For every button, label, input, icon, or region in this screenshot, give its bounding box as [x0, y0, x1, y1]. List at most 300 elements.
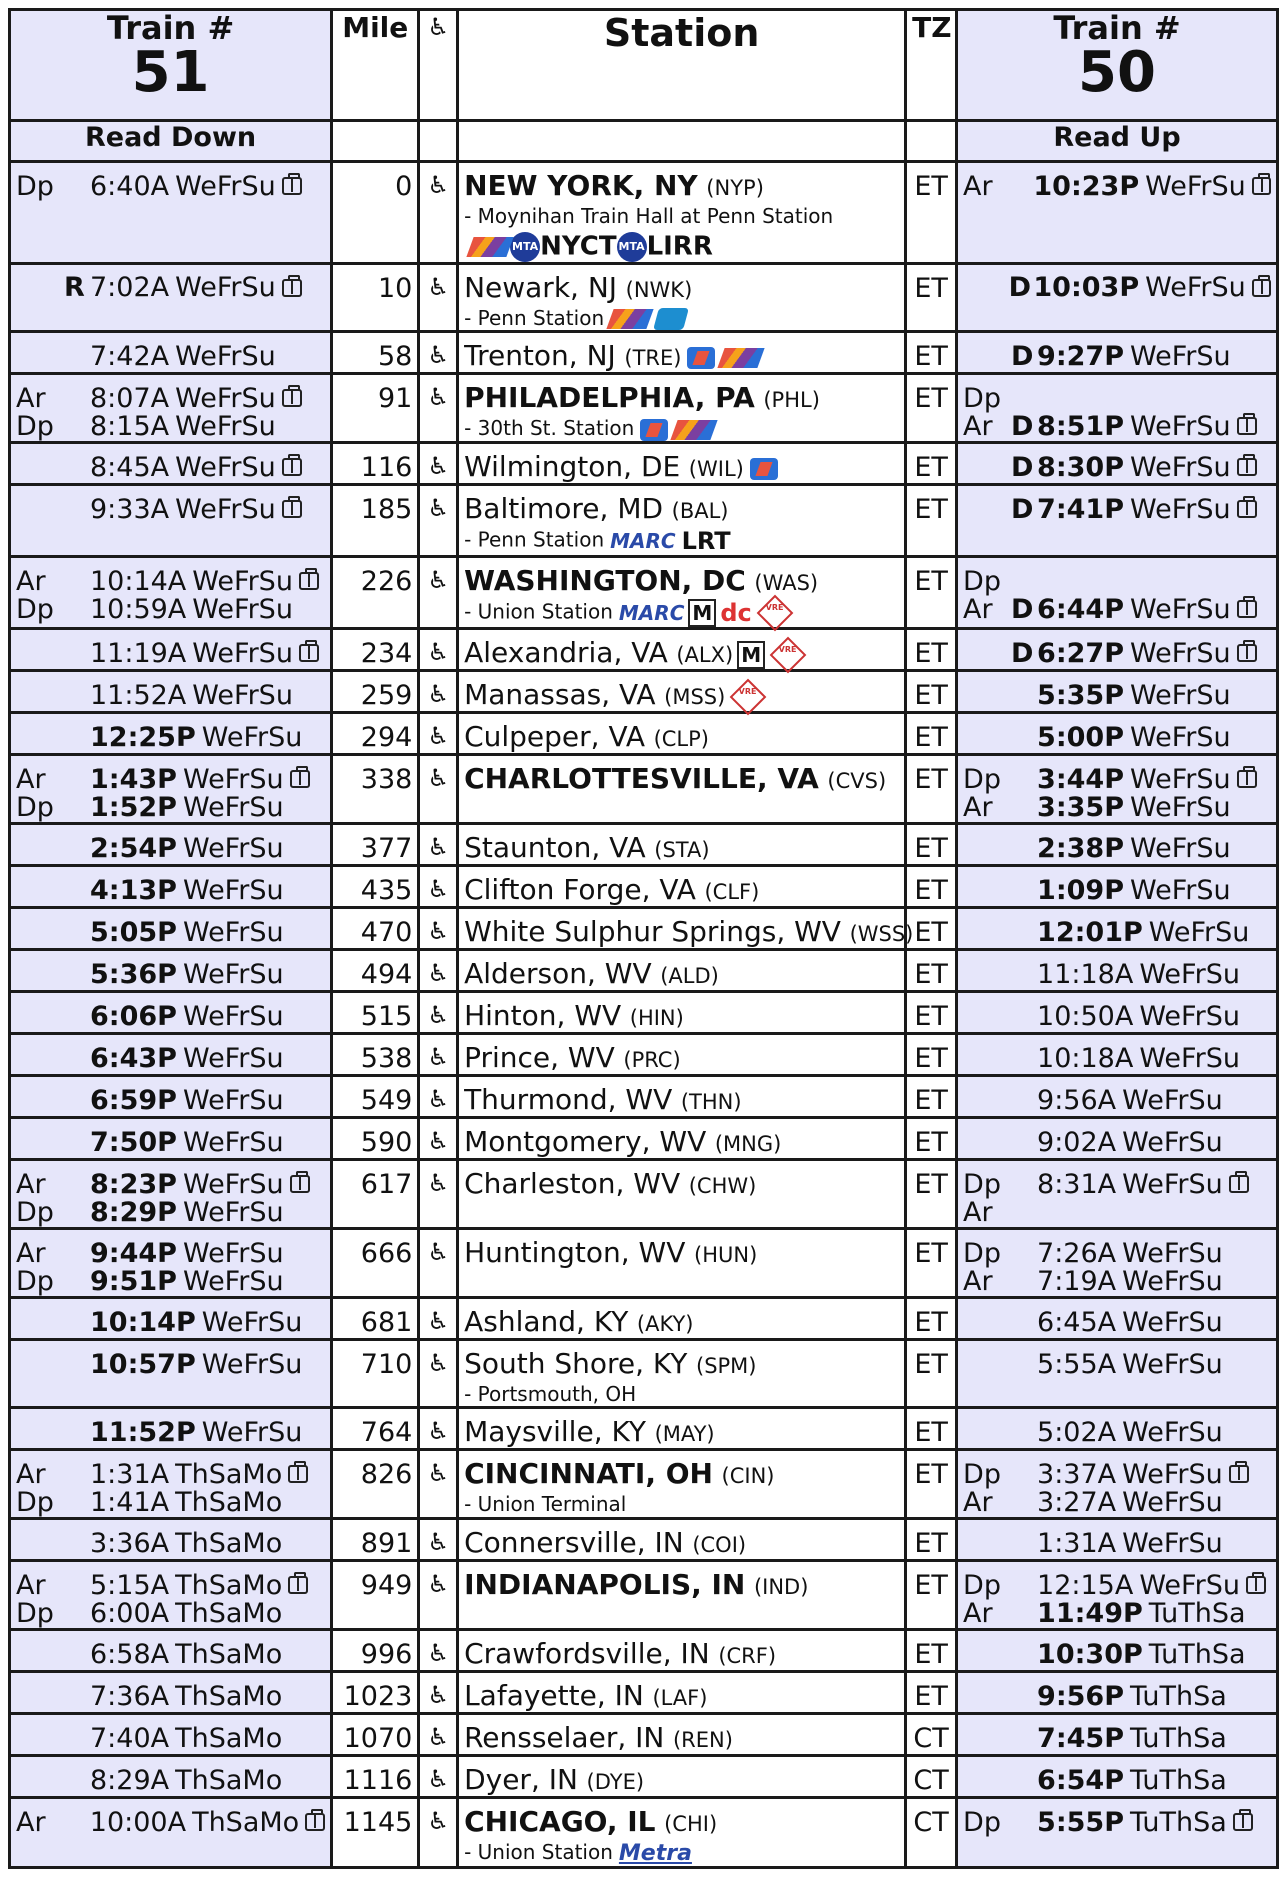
days-of-week: WeFrSu [1129, 679, 1231, 711]
time-value: 1:31A [90, 1458, 170, 1490]
time-value: 8:31A [1037, 1168, 1117, 1200]
right-time-line [963, 792, 1271, 822]
days-of-week: ThSaMo [175, 1486, 283, 1518]
mileage: 294 [332, 713, 419, 755]
right-time-line [963, 1639, 1271, 1669]
time-value: 5:15A [90, 1569, 170, 1601]
connections [725, 680, 761, 711]
accessible-cell [419, 1756, 458, 1798]
stop-flag: Ar [963, 1196, 993, 1228]
accessible-cell [419, 162, 458, 264]
station-cell [458, 1450, 906, 1519]
time-value: 5:36P [90, 958, 177, 990]
stop-flag: Dp [963, 1168, 1001, 1200]
right-time-line [963, 1169, 1271, 1199]
days-of-week: WeFrSu [175, 340, 276, 372]
days-of-week: WeFrSu [1122, 1458, 1223, 1490]
table-row [10, 162, 1278, 264]
right-time-line [963, 1681, 1271, 1711]
accessible-cell [419, 1118, 458, 1160]
time-zone: ET [906, 1076, 957, 1118]
station-code: (MAY) [654, 1422, 715, 1446]
mileage: 590 [332, 1118, 419, 1160]
time-zone: ET [906, 671, 957, 713]
station-cell [458, 755, 906, 824]
stop-flag: Dp [963, 1458, 1001, 1490]
left-train-header [10, 10, 332, 121]
days-of-week: WeFrSu [182, 1237, 284, 1269]
train-51-time [10, 1340, 332, 1408]
time-value: 9:33A [90, 493, 170, 525]
days-of-week: WeFrSu [182, 958, 284, 990]
time-zone: ET [906, 162, 957, 264]
train-50-time [957, 374, 1278, 443]
time-value: 5:55A [1037, 1348, 1117, 1380]
station-subtitle-text: - Portsmouth, OH [464, 1382, 637, 1406]
station-code: (AKY) [636, 1312, 694, 1336]
station-code: (DYE) [586, 1770, 645, 1794]
stop-flag: Dp [16, 593, 54, 625]
train-51-time [10, 1034, 332, 1076]
station-cell [458, 1714, 906, 1756]
train-51-time [10, 713, 332, 755]
time-value: 5:35P [1037, 679, 1124, 711]
wheelchair-icon: ♿ [427, 1043, 449, 1071]
time-value: 5:55P [1037, 1806, 1124, 1838]
right-time-line [963, 452, 1271, 482]
time-value: 7:02A [90, 272, 170, 303]
stop-flag: Ar [963, 1597, 993, 1629]
train-50-time [957, 263, 1278, 332]
train-50-time [957, 1229, 1278, 1298]
days-of-week: WeFrSu [1139, 958, 1240, 990]
mile-sub [332, 121, 419, 162]
left-time-line [16, 171, 325, 201]
station-cell [458, 713, 906, 755]
wheelchair-icon: ♿ [427, 171, 449, 199]
train-50-time [957, 1298, 1278, 1340]
time-zone: ET [906, 755, 957, 824]
days-of-week: WeFrSu [1122, 1348, 1223, 1380]
time-zone: CT [906, 1714, 957, 1756]
time-value: 2:54P [90, 832, 177, 864]
accessible-cell [419, 443, 458, 485]
time-value: 6:40A [90, 170, 170, 202]
time-value: 8:29P [90, 1196, 177, 1228]
days-of-week: WeFrSu [182, 791, 284, 823]
right-time-line [963, 1417, 1271, 1447]
time-zone: ET [906, 1561, 957, 1630]
right-time-line [963, 273, 1271, 303]
time-value: 10:18A [1037, 1042, 1134, 1074]
wheelchair-icon: ♿ [427, 1085, 449, 1113]
stop-flag: Dp [16, 1486, 54, 1518]
right-time-line [963, 1307, 1271, 1337]
accessible-cell [419, 1229, 458, 1298]
stop-flag: Dp [963, 1569, 1001, 1601]
days-of-week: WeFrSu [1129, 637, 1231, 669]
time-zone: ET [906, 374, 957, 443]
stop-flag: Dp [16, 410, 54, 442]
time-value: 7:40A [90, 1722, 170, 1754]
time-value: 8:30P [1037, 451, 1124, 483]
time-value: 4:13P [90, 874, 177, 906]
connections [604, 306, 686, 330]
station-code: (BAL) [671, 499, 729, 523]
days-of-week: ThSaMo [175, 1764, 283, 1796]
right-time-line [963, 1528, 1271, 1558]
wheelchair-icon: ♿ [427, 1307, 449, 1335]
septa-icon [640, 419, 668, 441]
mileage: 226 [332, 557, 419, 629]
marc-logo: MARC [618, 601, 685, 625]
left-time-line [16, 1528, 325, 1558]
table-row [10, 1672, 1278, 1714]
time-zone: ET [906, 629, 957, 671]
station-name: Alexandria, VA [464, 636, 668, 669]
time-value: 11:18A [1037, 958, 1134, 990]
wheelchair-icon: ♿ [427, 13, 449, 41]
days-of-week: WeFrSu [182, 1084, 284, 1116]
station-sub [458, 121, 906, 162]
station-cell [458, 992, 906, 1034]
accessible-cell [419, 1408, 458, 1450]
connections [744, 452, 778, 483]
station-name: Newark, NJ [464, 270, 618, 304]
accessible-cell [419, 671, 458, 713]
time-zone: ET [906, 332, 957, 374]
left-time-line [16, 1459, 325, 1489]
stop-flag: Dp [16, 791, 54, 823]
days-of-week: WeFrSu [1139, 1569, 1240, 1601]
table-row [10, 950, 1278, 992]
checked-baggage-icon [1252, 279, 1271, 297]
mileage: 58 [332, 332, 419, 374]
station-cell [458, 1160, 906, 1229]
right-time-line [963, 875, 1271, 905]
wheelchair-icon: ♿ [427, 383, 449, 411]
days-of-week: WeFrSu [201, 1416, 303, 1448]
stop-flag: Ar [16, 382, 46, 414]
time-zone: ET [906, 1298, 957, 1340]
days-of-week: WeFrSu [175, 493, 276, 525]
mileage: 666 [332, 1229, 419, 1298]
time-value: 8:07A [90, 382, 170, 414]
metra-logo: Metra [618, 1841, 692, 1866]
station-cell [458, 557, 906, 629]
days-of-week: WeFrSu [192, 637, 293, 669]
train-51-time [10, 1076, 332, 1118]
train-50-time [957, 1672, 1278, 1714]
station-name: Thurmond, WV [464, 1083, 673, 1116]
wheelchair-icon: ♿ [427, 638, 449, 666]
wheelchair-icon: ♿ [427, 1349, 449, 1377]
left-train-number: 51 [131, 40, 210, 105]
right-train-header [957, 10, 1278, 121]
table-row [10, 866, 1278, 908]
station-name: Staunton, VA [464, 831, 646, 864]
time-value: 6:43P [90, 1042, 177, 1074]
stop-flag: Ar [16, 1458, 46, 1490]
accessible-cell [419, 908, 458, 950]
time-value: 8:15A [90, 410, 170, 442]
station-cell [458, 1118, 906, 1160]
mileage: 435 [332, 866, 419, 908]
stop-flag: Ar [16, 565, 46, 597]
days-of-week: ThSaMo [175, 1458, 283, 1490]
stop-flag: Ar [16, 1806, 46, 1838]
train-51-time [10, 1561, 332, 1630]
mileage: 494 [332, 950, 419, 992]
table-row [10, 1561, 1278, 1630]
table-row [10, 1160, 1278, 1229]
left-time-line [16, 764, 325, 794]
wheelchair-icon: ♿ [427, 1459, 449, 1487]
mileage: 259 [332, 671, 419, 713]
station-subtitle [464, 1840, 899, 1866]
station-cell [458, 1340, 906, 1408]
checked-baggage-icon [288, 1576, 308, 1594]
time-value: 9:02A [1037, 1126, 1117, 1158]
table-row [10, 1340, 1278, 1408]
table-row [10, 629, 1278, 671]
days-of-week: TuThSa [1148, 1597, 1246, 1629]
wheelchair-icon: ♿ [427, 272, 449, 301]
station-code: (WSS) [849, 922, 914, 946]
table-row [10, 1229, 1278, 1298]
tz-header: TZ [906, 10, 957, 121]
lrt-label: LRT [681, 527, 731, 555]
left-time-line [16, 1001, 325, 1031]
days-of-week: WeFrSu [201, 721, 303, 753]
train-50-time [957, 755, 1278, 824]
station-cell [458, 671, 906, 713]
train-51-time [10, 1160, 332, 1229]
station-name: CHARLOTTESVILLE, VA [464, 762, 819, 795]
station-name: Culpeper, VA [464, 720, 645, 753]
time-zone: CT [906, 1756, 957, 1798]
station-code: (NWK) [625, 277, 693, 302]
stop-flag: Ar [16, 1569, 46, 1601]
mileage: 377 [332, 824, 419, 866]
septa-icon [687, 347, 715, 369]
train-50-time [957, 1118, 1278, 1160]
connections [613, 599, 788, 627]
station-cell [458, 1561, 906, 1630]
days-of-week: WeFrSu [182, 1196, 284, 1228]
left-time-line [16, 722, 325, 752]
train-50-time [957, 866, 1278, 908]
accessible-cell [419, 1076, 458, 1118]
mileage: 891 [332, 1519, 419, 1561]
connections [613, 1840, 692, 1864]
time-value: 1:43P [90, 763, 177, 795]
table-row [10, 1118, 1278, 1160]
days-of-week: WeFrSu [1148, 916, 1250, 948]
train-50-time [957, 713, 1278, 755]
right-time-line [963, 1807, 1271, 1837]
left-time-line [16, 594, 325, 624]
stop-flag: Ar [963, 170, 993, 202]
right-time-line [963, 1459, 1271, 1489]
right-time-line [963, 1085, 1271, 1115]
station-code: (CIN) [721, 1464, 775, 1488]
wheelchair-icon: ♿ [427, 1681, 449, 1709]
time-value: 11:52A [90, 679, 187, 711]
left-time-line [16, 917, 325, 947]
station-code: (WIL) [688, 457, 744, 481]
stop-flag: Dp [963, 565, 1001, 597]
left-time-line [16, 1238, 325, 1268]
time-zone: ET [906, 908, 957, 950]
days-of-week: WeFrSu [182, 916, 284, 948]
stop-flag-code: D [1011, 637, 1034, 669]
train-51-time [10, 1450, 332, 1519]
station-cell [458, 908, 914, 950]
left-time-line [16, 959, 325, 989]
wheelchair-icon: ♿ [427, 1807, 449, 1835]
time-value: 10:50A [1037, 1000, 1134, 1032]
time-value: 6:59P [90, 1084, 177, 1116]
train-51-time [10, 1672, 332, 1714]
vre-icon [770, 636, 807, 673]
station-code: (HUN) [694, 1243, 758, 1267]
train-51-time [10, 1118, 332, 1160]
time-value: 11:49P [1037, 1597, 1143, 1629]
table-row [10, 443, 1278, 485]
time-value: 10:03P [1033, 272, 1140, 303]
left-time-line [16, 1169, 325, 1199]
time-value: 8:45A [90, 451, 170, 483]
time-value: 8:51P [1037, 410, 1124, 442]
station-subtitle-text: - Union Station [464, 599, 613, 624]
station-cell [458, 443, 906, 485]
mile-header: Mile [332, 10, 419, 121]
train-51-time [10, 374, 332, 443]
mileage: 996 [332, 1630, 419, 1672]
time-value: 9:56A [1037, 1084, 1117, 1116]
station-name: WASHINGTON, DC [464, 564, 746, 597]
right-time-line [963, 1570, 1271, 1600]
path-train-icon [653, 308, 689, 330]
days-of-week: WeFrSu [1122, 1527, 1223, 1559]
table-row [10, 1714, 1278, 1756]
station-code: (ALD) [660, 964, 719, 988]
station-code: (HIN) [629, 1006, 684, 1030]
stop-flag: Dp [16, 1597, 54, 1629]
time-zone: ET [906, 1229, 957, 1298]
days-of-week: WeFrSu [192, 679, 293, 711]
right-time-line [963, 1598, 1271, 1628]
checked-baggage-icon [1237, 458, 1257, 476]
station-cell [458, 1519, 906, 1561]
train-51-time [10, 443, 332, 485]
time-value: 12:25P [90, 721, 196, 753]
acc-sub [419, 121, 458, 162]
station-name: INDIANAPOLIS, IN [464, 1568, 746, 1601]
time-zone: ET [906, 263, 957, 332]
mileage: 1070 [332, 1714, 419, 1756]
time-value: 10:30P [1037, 1638, 1143, 1670]
time-value: 1:41A [90, 1486, 170, 1518]
mileage: 710 [332, 1340, 419, 1408]
time-value: 2:38P [1037, 832, 1124, 864]
days-of-week: WeFrSu [182, 1168, 284, 1200]
checked-baggage-icon [1237, 500, 1257, 518]
station-code: (SPM) [696, 1354, 757, 1378]
wheelchair-icon: ♿ [427, 917, 449, 945]
accessible-cell [419, 485, 458, 557]
mta-icon: MTA [617, 232, 647, 262]
mileage: 338 [332, 755, 419, 824]
right-time-line [963, 341, 1271, 371]
vre-icon [756, 595, 793, 632]
left-time-line [16, 875, 325, 905]
days-of-week: WeFrSu [1129, 410, 1231, 442]
accessible-cell [419, 1298, 458, 1340]
stop-flag: Ar [963, 593, 993, 625]
accessible-cell [419, 866, 458, 908]
station-subtitle [464, 1382, 899, 1406]
accessible-cell [419, 1340, 458, 1408]
table-row [10, 671, 1278, 713]
days-of-week: WeFrSu [1139, 1000, 1240, 1032]
station-cell [458, 1408, 906, 1450]
left-time-line [16, 383, 325, 413]
mileage: 116 [332, 443, 419, 485]
checked-baggage-icon [1252, 177, 1271, 195]
time-value: 10:23P [1033, 170, 1140, 202]
table-row [10, 908, 1278, 950]
time-value: 10:00A [89, 1806, 187, 1838]
station-code: (MSS) [664, 685, 726, 709]
mileage: 1145 [332, 1798, 419, 1868]
right-time-line [963, 680, 1271, 710]
wheelchair-icon: ♿ [427, 1417, 449, 1445]
time-zone: ET [906, 443, 957, 485]
station-cell [458, 950, 906, 992]
stop-flag: Ar [16, 1237, 46, 1269]
accessible-cell [419, 332, 458, 374]
train-50-time [957, 1756, 1278, 1798]
checked-baggage-icon [290, 770, 310, 788]
time-value: 1:31A [1037, 1527, 1117, 1559]
station-subtitle [464, 416, 899, 441]
train-51-time [10, 992, 332, 1034]
wheelchair-icon: ♿ [427, 833, 449, 861]
days-of-week: WeFrSu [175, 451, 276, 483]
wheelchair-icon: ♿ [427, 452, 449, 480]
njt-stripes-icon [718, 348, 765, 368]
days-of-week: TuThSa [1129, 1722, 1227, 1754]
station-header: Station [458, 10, 906, 121]
station-code: (IND) [753, 1575, 809, 1599]
right-time-line [963, 917, 1271, 947]
right-time-line [963, 764, 1271, 794]
time-value: 8:23P [90, 1168, 177, 1200]
wheelchair-icon: ♿ [427, 959, 449, 987]
station-name: Charleston, WV [464, 1167, 681, 1200]
time-value: 3:27A [1037, 1486, 1117, 1518]
left-time-line [16, 273, 325, 303]
days-of-week: WeFrSu [175, 382, 276, 414]
time-value: 1:52P [90, 791, 177, 823]
table-row [10, 1756, 1278, 1798]
time-value: 10:59A [90, 593, 187, 625]
days-of-week: WeFrSu [175, 272, 276, 303]
station-cell [458, 1798, 906, 1868]
right-time-line [963, 494, 1271, 524]
